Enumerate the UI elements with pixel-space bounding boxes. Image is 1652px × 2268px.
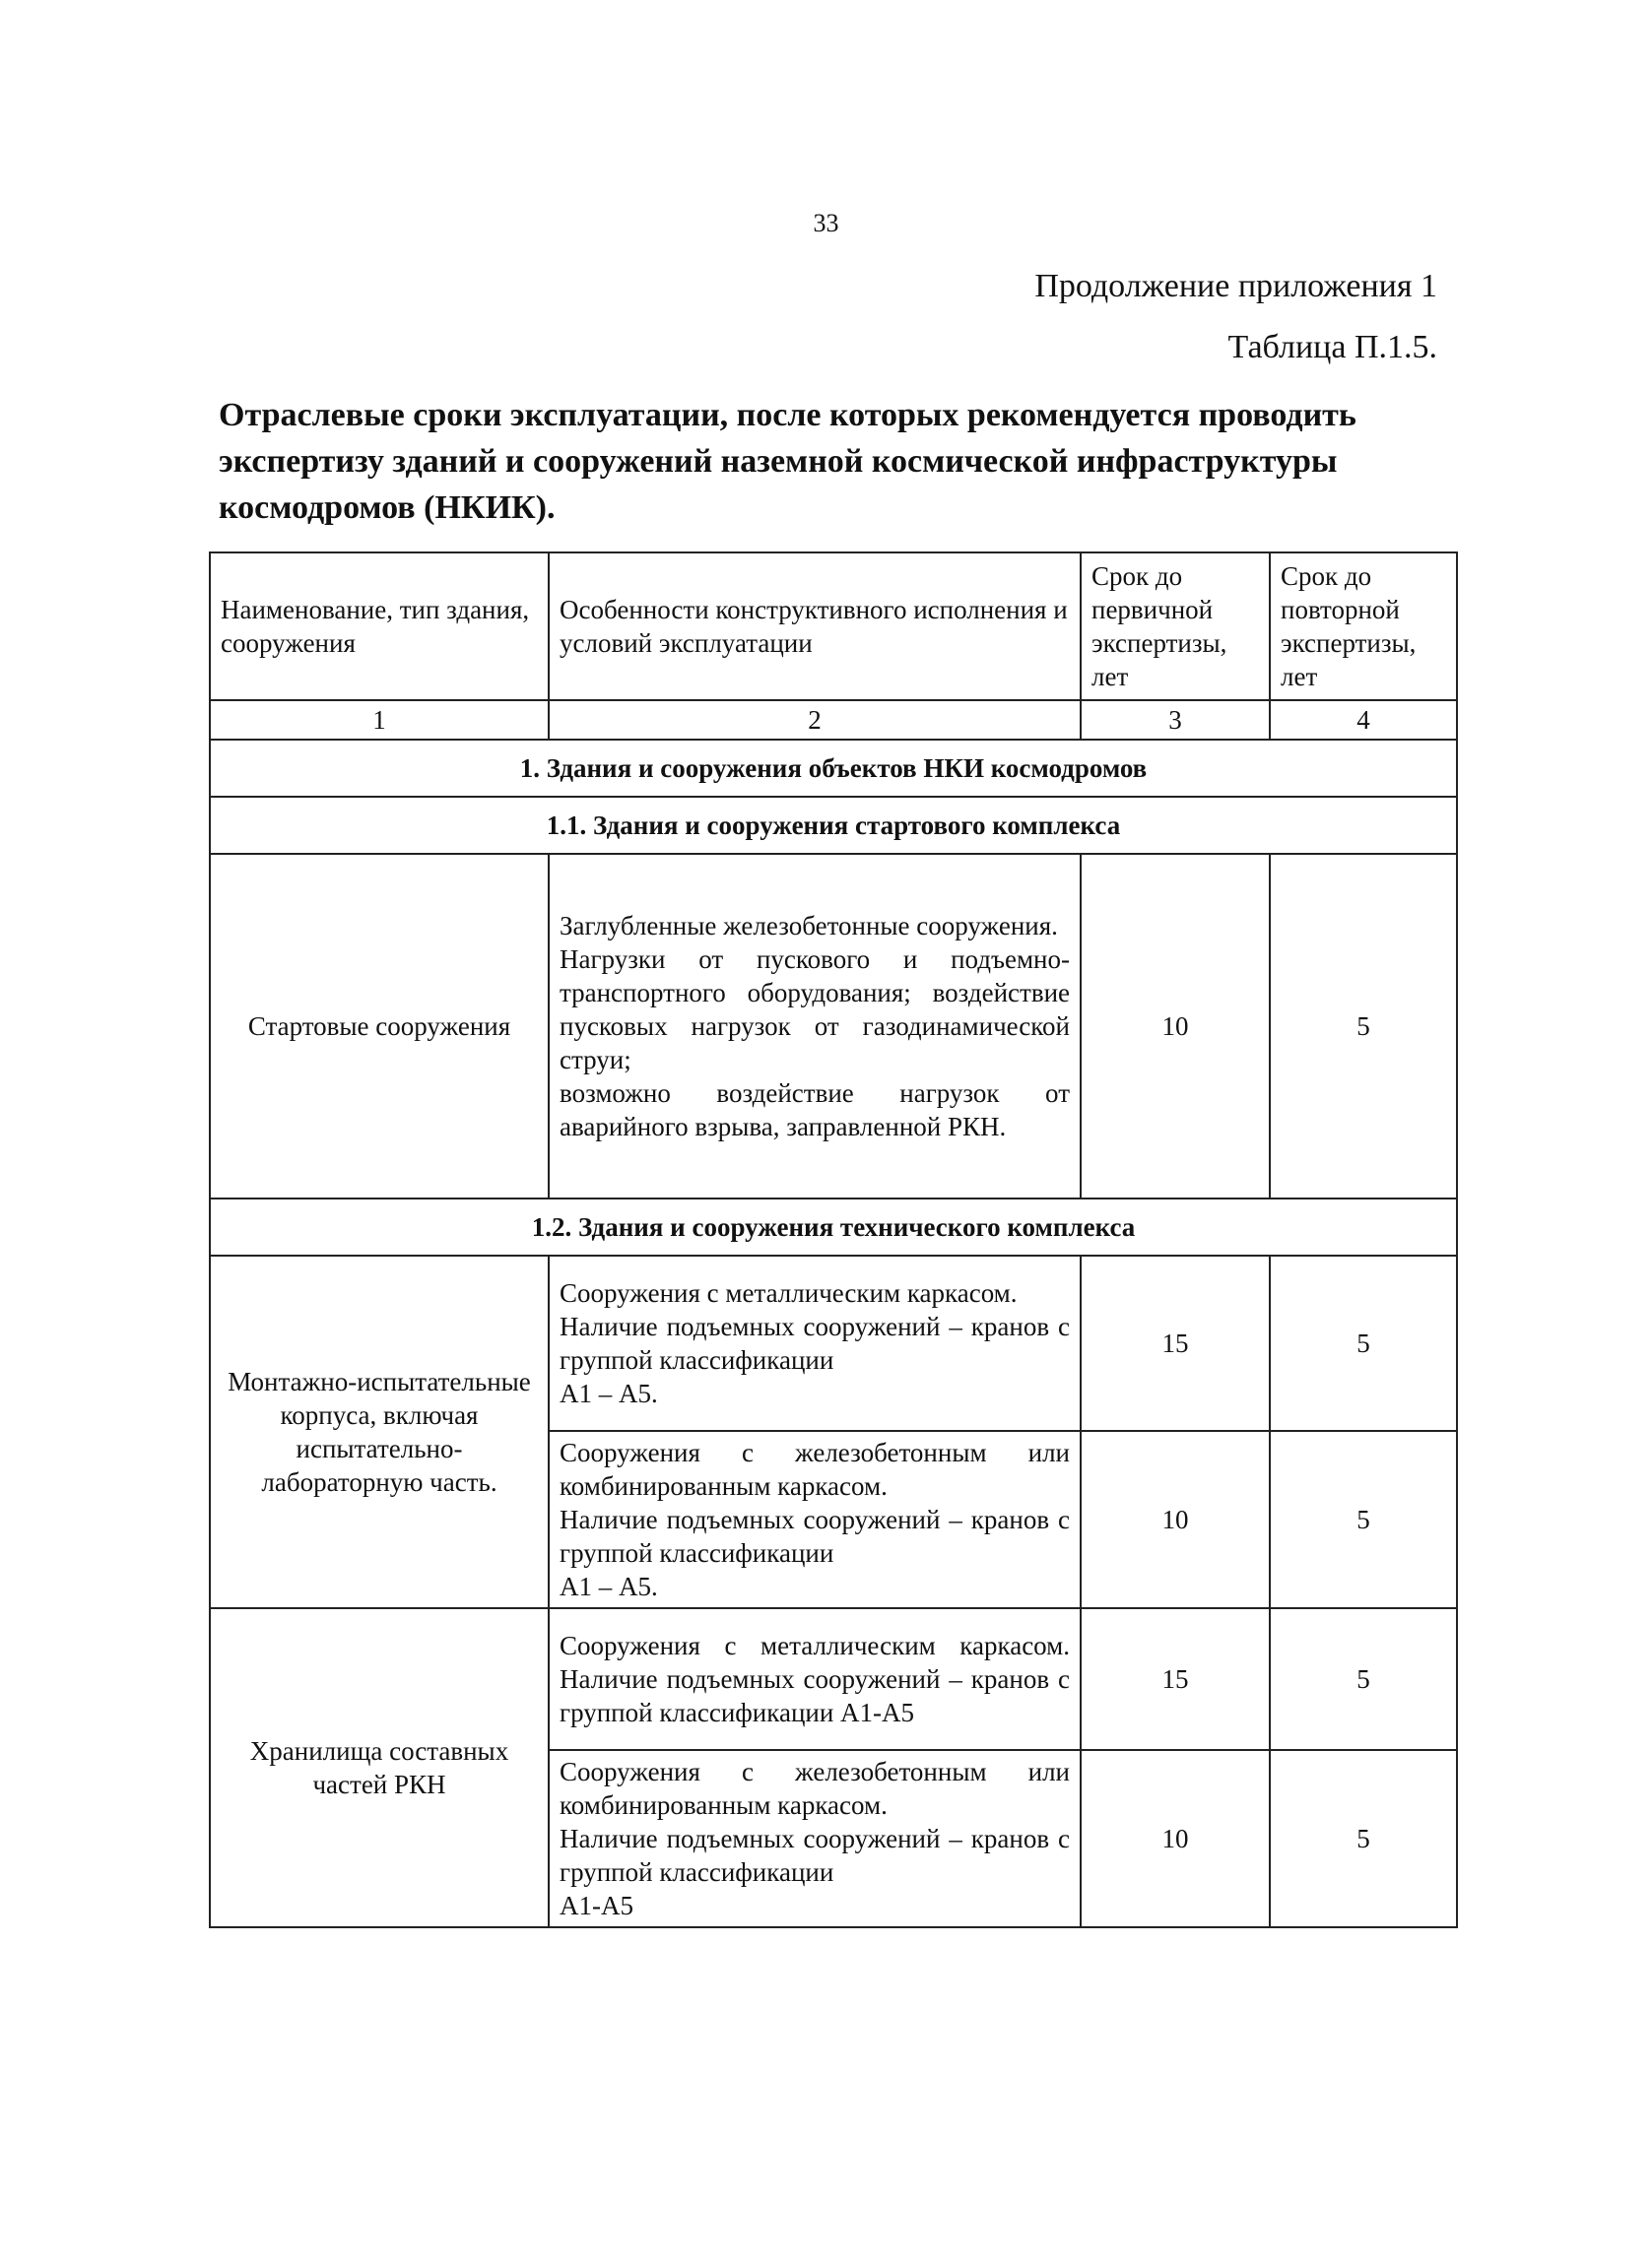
page-number: 33 bbox=[813, 209, 839, 237]
table-row bbox=[210, 1256, 1457, 1431]
launch-features-part-2: Нагрузки от пускового и подъемно-транспортного оборудования; воздействие пусковых нагрузок от газодинамической струи; bbox=[560, 944, 1070, 1074]
subsection-row bbox=[210, 797, 1457, 854]
table-row bbox=[210, 1608, 1457, 1750]
assembly-buildings-name: Монтажно-испытательные корпуса, включая испытательно-лабораторную часть. bbox=[210, 1256, 549, 1608]
storage-concrete-part-2: Наличие подъемных сооружений – кранов с группой классификации bbox=[560, 1824, 1070, 1887]
assembly-concrete-features bbox=[549, 1431, 1081, 1608]
expertise-terms-table bbox=[209, 551, 1458, 1928]
assembly-concrete-part-1: Сооружения с железобетонным или комбинированным каркасом. bbox=[560, 1438, 1070, 1501]
storage-name: Хранилища составных частей РКН bbox=[210, 1608, 549, 1927]
subsection-heading-1-1: 1.1. Здания и сооружения стартового комплекса bbox=[210, 797, 1457, 854]
launch-structures-features bbox=[549, 854, 1081, 1199]
column-number-row bbox=[210, 700, 1457, 740]
assembly-metal-part-2: Наличие подъемных сооружений – кранов с группой классификации bbox=[560, 1312, 1070, 1375]
assembly-metal-repeat-term: 5 bbox=[1270, 1256, 1457, 1431]
section-heading-1: 1. Здания и сооружения объектов НКИ космодромов bbox=[210, 740, 1457, 797]
assembly-metal-part-3: А1 – А5. bbox=[560, 1379, 658, 1408]
storage-concrete-first-term: 10 bbox=[1081, 1750, 1270, 1927]
launch-first-term: 10 bbox=[1081, 854, 1270, 1199]
header-repeat-expertise: Срок до повторной экспертизы, лет bbox=[1270, 552, 1457, 700]
document-title: Отраслевые сроки эксплуатации, после которых рекомендуется проводить экспертизу зданий и сооружений наземной космической инфраструктуры космодромов (НКИК). bbox=[219, 397, 1356, 526]
column-number-4: 4 bbox=[1270, 700, 1457, 740]
table-id: Таблица П.1.5. bbox=[1227, 329, 1437, 365]
assembly-concrete-first-term: 10 bbox=[1081, 1431, 1270, 1608]
storage-concrete-part-3: А1-А5 bbox=[560, 1891, 633, 1920]
column-number-3: 3 bbox=[1081, 700, 1270, 740]
header-name-type: Наименование, тип здания, сооружения bbox=[210, 552, 549, 700]
launch-structures-name: Стартовые сооружения bbox=[210, 854, 549, 1199]
storage-metal-part-1: Сооружения с металлическим каркасом. Наличие подъемных сооружений – кранов с группой классификации А1-А5 bbox=[560, 1631, 1070, 1727]
storage-concrete-part-1: Сооружения с железобетонным или комбинированным каркасом. bbox=[560, 1757, 1070, 1820]
assembly-concrete-repeat-term: 5 bbox=[1270, 1431, 1457, 1608]
assembly-metal-first-term: 15 bbox=[1081, 1256, 1270, 1431]
storage-concrete-repeat-term: 5 bbox=[1270, 1750, 1457, 1927]
continuation-note: Продолжение приложения 1 bbox=[1034, 268, 1437, 304]
storage-metal-first-term: 15 bbox=[1081, 1608, 1270, 1750]
storage-concrete-features bbox=[549, 1750, 1081, 1927]
column-number-1: 1 bbox=[210, 700, 549, 740]
assembly-concrete-part-2: Наличие подъемных сооружений – кранов с группой классификации bbox=[560, 1505, 1070, 1568]
launch-features-part-3: возможно воздействие нагрузок от аварийного взрыва, заправленной РКН. bbox=[560, 1078, 1070, 1141]
table-row bbox=[210, 854, 1457, 1199]
storage-metal-features bbox=[549, 1608, 1081, 1750]
section-row bbox=[210, 740, 1457, 797]
header-row bbox=[210, 552, 1457, 700]
launch-features-part-1: Заглубленные железобетонные сооружения. bbox=[560, 911, 1058, 940]
header-first-expertise: Срок до первичной экспертизы, лет bbox=[1081, 552, 1270, 700]
subsection-heading-1-2: 1.2. Здания и сооружения технического комплекса bbox=[210, 1199, 1457, 1256]
assembly-concrete-part-3: А1 – А5. bbox=[560, 1572, 658, 1601]
assembly-metal-part-1: Сооружения с металлическим каркасом. bbox=[560, 1278, 1018, 1308]
storage-metal-repeat-term: 5 bbox=[1270, 1608, 1457, 1750]
header-features: Особенности конструктивного исполнения и условий эксплуатации bbox=[549, 552, 1081, 700]
assembly-metal-features bbox=[549, 1256, 1081, 1431]
column-number-2: 2 bbox=[549, 700, 1081, 740]
launch-repeat-term: 5 bbox=[1270, 854, 1457, 1199]
subsection-row bbox=[210, 1199, 1457, 1256]
